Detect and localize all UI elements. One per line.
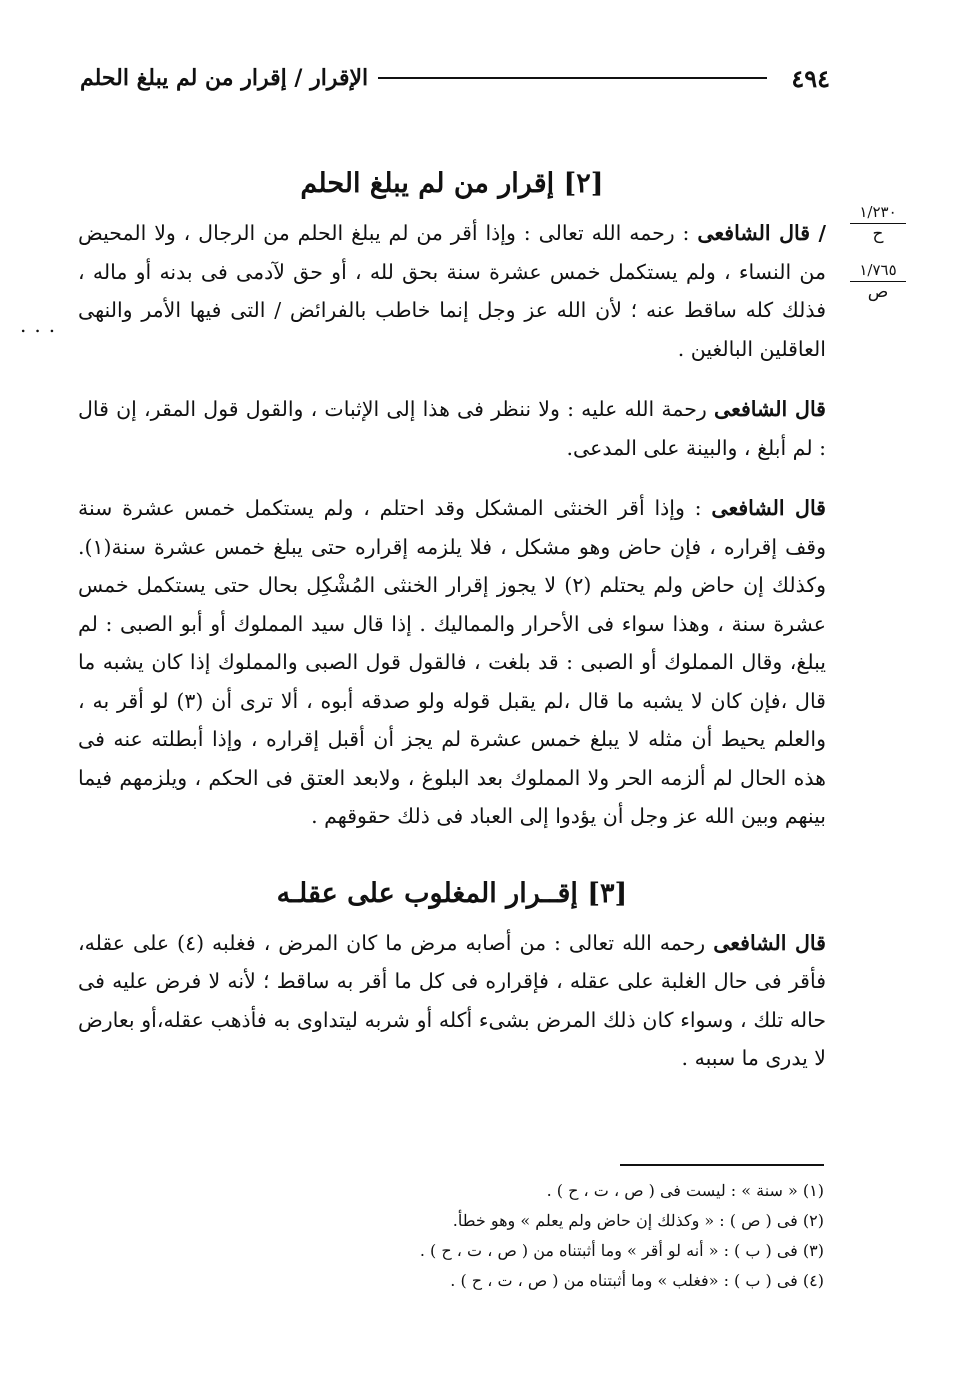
speaker-label: قال الشافعى — [714, 397, 826, 421]
section-title: [٣] إقــرار المغلوب على عقلـه — [276, 877, 628, 909]
running-header — [80, 58, 830, 98]
speaker-label: قال الشافعى — [713, 930, 826, 955]
margin-reference-source: ص — [867, 282, 889, 302]
footnotes — [330, 1176, 824, 1296]
header-rule — [378, 77, 767, 79]
margin-reference — [850, 202, 906, 244]
margin-reference-source: ح — [872, 224, 884, 244]
speaker-label: / قال الشافعى — [697, 221, 826, 245]
paragraph — [78, 390, 826, 467]
paragraph-text: رحمة الله عليه : ولا ننظر فى هذا إلى الإثبات ، والقول قول المقر، إن قال : لم أبلغ ، والبينة على المدعى. — [78, 397, 826, 460]
footnote: (١) « سنة » : ليست فى ( ص ، ت ، ح ) . — [546, 1181, 824, 1200]
section-title: [٢] إقرار من لم يبلغ الحلم — [300, 168, 604, 199]
side-mark: ... — [20, 313, 64, 337]
paragraph — [78, 924, 826, 1078]
speaker-label: قال الشافعى — [711, 496, 826, 520]
margin-references — [850, 202, 910, 302]
margin-reference-number: ١/٢٣٠ — [850, 202, 906, 224]
footnote: (٢) فى ( ص ) : « وكذلك إن حاض ولم يعلم » وهو خطأ. — [452, 1211, 824, 1230]
paragraph — [78, 214, 826, 368]
footnote: (٤) فى ( ب ) : «فغلب » وما أثبتناه من ( ص ، ت ، ح ) . — [450, 1271, 824, 1290]
paragraph-text: رحمه الله تعالى : من أصابه مرض ما كان المرض ، فغلبه (٤) على عقله، فأقر فى حال الغلبة على عقله ، فإقراره فى كل ما أقر به ساقط ؛ لأنه لا فرض عليه فى حاله تلك ، وسواء كان ذلك المرض بشىء أكله أو شربه ليتداوى به فأذهب عقله،أو بعارض لا يدرى ما سببه . — [78, 930, 826, 1070]
footnote: (٣) فى ( ب ) : « أنه لو أقر » وما أثبتناه من ( ص ، ت ، ح ) . — [419, 1241, 824, 1260]
paragraph-text: : رحمه الله تعالى : وإذا أقر من لم يبلغ الحلم من الرجال ، ولا المحيض من النساء ، ولم يستكمل خمس عشرة سنة بحق لله ، أو حق لآدمى فى بدنه أو ماله ، فذلك كله ساقط عنه ؛ لأن الله عز وجل إنما خاطب بالفرائض / التى فيها الأمر والنهى العاقلين البالغين . — [78, 221, 826, 361]
page-number: ٤٩٤ — [791, 63, 830, 93]
margin-reference-number: ١/٧٦٥ — [850, 260, 906, 282]
paragraph — [78, 489, 826, 836]
paragraph-text: : وإذا أقر الخنثى المشكل وقد احتلم ، ولم يستكمل خمس عشرة سنة وقف إقراره ، فإن حاض وهو مشكل ، فلا يلزمه إقراره حتى يبلغ خمس عشرة سنة(١). وكذلك إن حاض ولم يحتلم (٢) لا يجوز إقرار الخنثى المُشْكِل بحال حتى يستكمل خمس عشرة سنة ، وهذا سواء فى الأحرار والمماليك . إذا قال سيد المملوك أو أبو الصبى : لم يبلغ، وقال المملوك أو الصبى : قد بلغت ، فالقول قول الصبى والمملوك إذا كان يشبه ما قال ،فإن كان لا يشبه ما قال ،لم يقبل قوله ولو صدقه أبوه ، ألا ترى أن (٣) لو أقر به ، والعلم يحيط أن مثله لا يبلغ خمس عشرة لم يجز أن أقبل إقراره ، وإذا أبطلته عنه فى هذه الحال لم ألزمه الحر ولا المملوك بعد البلوغ ، ولابعد العتق فى الحكم ، ويلزمهم فيما بينهم وبين الله عز وجل أن يؤدوا إلى العباد فى ذلك حقوقهم . — [78, 496, 826, 828]
main-text — [78, 160, 826, 1100]
margin-reference — [850, 260, 906, 302]
footnote-rule — [620, 1164, 824, 1166]
running-title: الإقرار / إقرار من لم يبلغ الحلم — [80, 65, 369, 91]
